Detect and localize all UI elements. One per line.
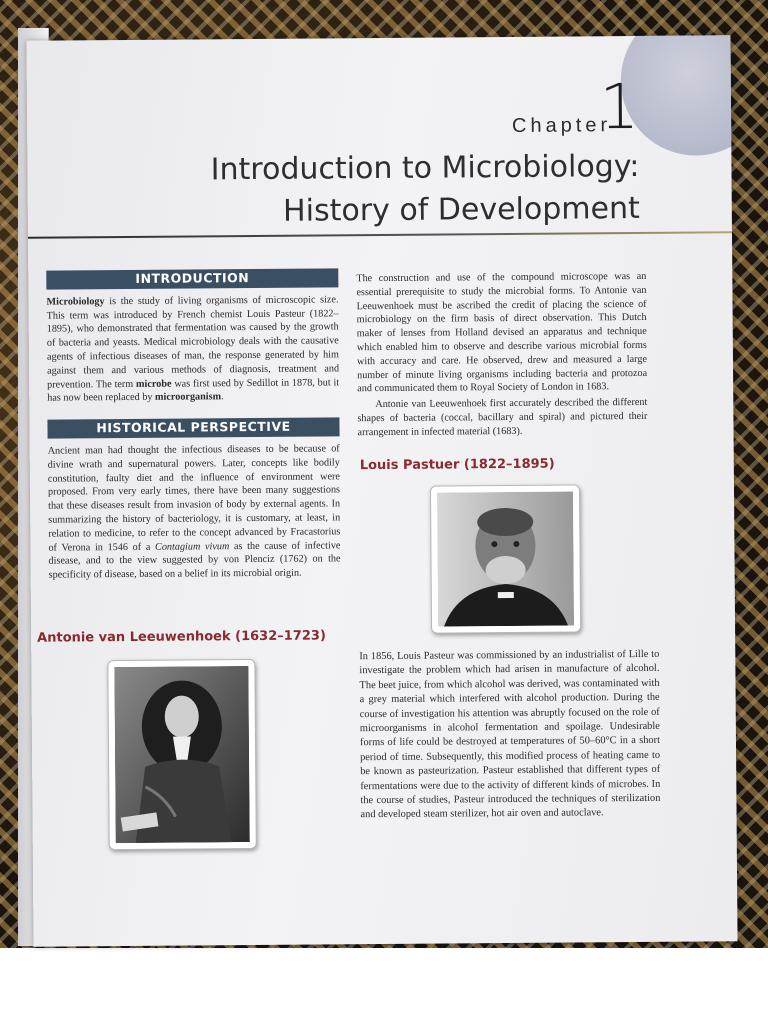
pasteur-text xyxy=(359,648,660,825)
left-column xyxy=(46,268,340,584)
book-page xyxy=(26,35,737,947)
chapter-label: Chapter xyxy=(511,114,612,137)
historical-heading: HISTORICAL PERSPECTIVE xyxy=(47,418,339,439)
historical-paragraph: Ancient man had thought the infectious diseases to be because of divine wrath and supernatural powers. Later, concepts like bodily constitution, faulty diet and the influence of environment were proposed. From very early times, there have been many suggestions that these diseases result from invasion of body by external agents. In summarizing the history of bacteriology, it is customary, at least, in relation to medicine, to refer to the concept advanced by Fracastorius of Verona in 1546 of a Contagium vivum as the cause of infective disease, and to the view suggested by von Plenciz (1762) on the specificity of disease, based on a belief in its microbial origin. xyxy=(47,443,341,581)
pasteur-paragraph: In 1856, Louis Pasteur was commissioned by an industrialist of Lille to investigate the problem which had arisen in manufacture of alcohol. The beet juice, from which alcohol was derived, was contaminated with a grey material which interfered with alcohol production. During the course of investigation his attention was abruptly focused on the role of microorganisms in alcohol fermentation and spoilage. Undesirable forms of life could be destroyed at temperatures of 50–60°C in a short period of time. Subsequently, this modified process of heating came to be known as pasteurization. Pasteur established that different types of fermentations were due to the activity of different kinds of microbes. In the course of studies, Pasteur introduced the techniques of sterilization and developed steam sterilizer, hot air oven and autoclave. xyxy=(359,648,661,821)
pasteur-portrait-image xyxy=(437,491,574,626)
chapter-number: 1 xyxy=(599,69,640,144)
term-microorganism: microorganism xyxy=(154,391,222,404)
introduction-heading: INTRODUCTION xyxy=(46,268,338,289)
leeuwenhoek-heading: Antonie van Leeuwenhoek (1632–1723) xyxy=(37,628,326,646)
leeuwenhoek-portrait-image xyxy=(114,666,249,843)
chapter-title-line1: Introduction to Microbiology: xyxy=(210,148,640,188)
chapter-title xyxy=(119,146,640,234)
chapter-title-line2: History of Development xyxy=(282,190,640,229)
microscope-paragraph: The construction and use of the compound microscope was an essential prerequisite to study the microbial forms. To Antonie van Leeuwenhoek must be ascribed the credit of placing the science of microbiology on the firm basis of direct observation. This Dutch maker of lenses from Holland devised an apparatus and technique which enabled him to observe and describe various microbial forms with accuracy and care. He observed, drew and measured a large number of minute living organisms including bacteria and protozoa and communicated them to Royal Society of London in 1683. xyxy=(356,270,648,395)
pasteur-portrait xyxy=(430,484,581,633)
right-column xyxy=(356,270,647,442)
term-microbe: microbe xyxy=(135,378,172,390)
pasteur-heading: Louis Pastuer (1822–1895) xyxy=(359,456,555,474)
introduction-paragraph: Microbiology is the study of living organisms of microscopic size. This term was introduced by French chemist Louis Pasteur (1822–1895), who demonstrated that fermentation was caused by the growth of bacteria and yeasts. Medical microbiology deals with the causative agents of infectious diseases of man, the response generated by him against them and various methods of diagnosis, treatment and prevention. The term microbe was first used by Sedillot in 1878, but it has now been replaced by microorganism. xyxy=(46,294,340,405)
term-contagium-vivum: Contagium vivum xyxy=(154,540,230,553)
leeuwenhoek-shapes-paragraph: Antonie van Leeuwenhoek first accurately described the different shapes of bacteria (coccal, bacillary and spiral) and pictured their arrangement in infected material (1683). xyxy=(357,397,648,438)
term-microbiology: Microbiology xyxy=(46,295,105,308)
leeuwenhoek-portrait xyxy=(107,659,256,850)
